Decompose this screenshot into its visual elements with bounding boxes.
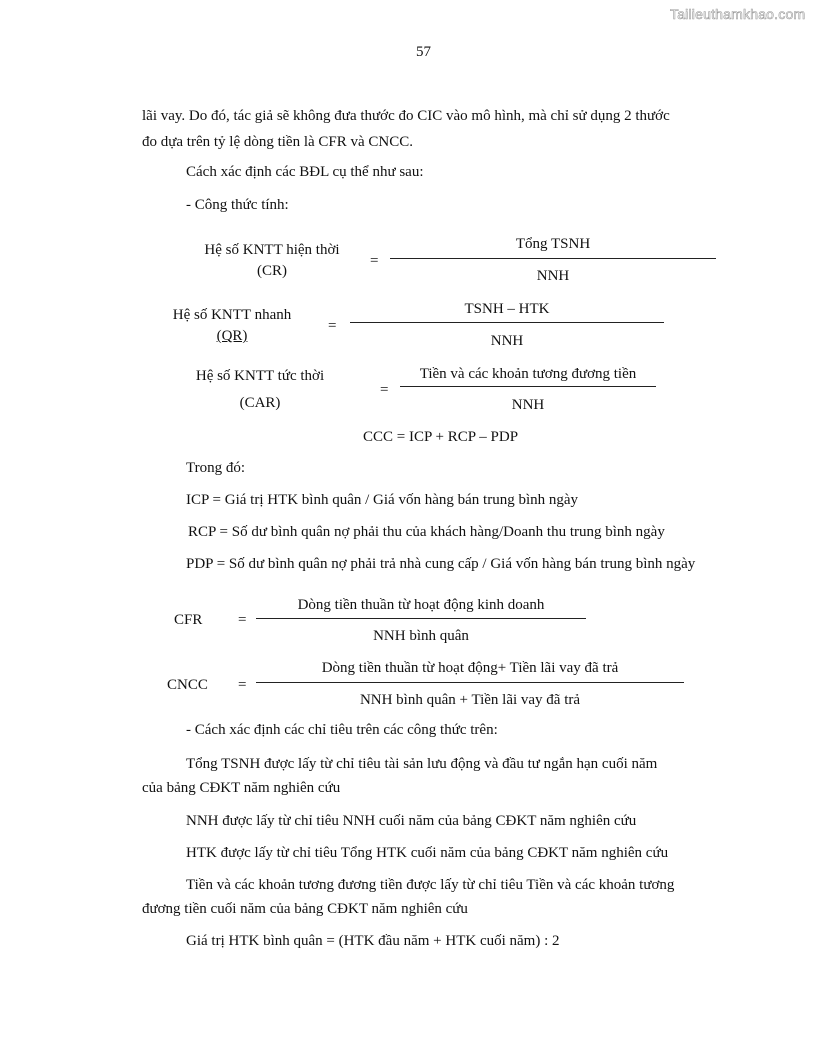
car-numerator: Tiền và các khoản tương đương tiền [419,366,637,382]
method-intro: Cách xác định các BĐL cụ thể như sau: [186,164,424,180]
cfr-equals: = [238,612,247,628]
cr-equals: = [370,253,379,269]
cr-denominator: NNH [536,268,570,284]
tsnh-line-2: của bảng CĐKT năm nghiên cứu [142,780,341,796]
car-equals: = [380,382,389,398]
qr-fraction-bar [350,322,664,323]
car-abbrev: (CAR) [239,395,281,411]
where-label: Trong đó: [186,460,246,476]
cr-numerator: Tổng TSNH [515,236,591,252]
car-label: Hệ số KNTT tức thời [195,368,325,384]
cncc-fraction-bar [256,682,684,683]
cncc-numerator: Dòng tiền thuần từ hoạt động+ Tiền lãi vay đã trả [321,660,619,676]
cncc-denominator: NNH bình quân + Tiền lãi vay đã trả [359,692,581,708]
cash-line-1: Tiền và các khoản tương đương tiền được lấy từ chỉ tiêu Tiền và các khoản tương [186,877,675,893]
qr-denominator: NNH [490,333,524,349]
page-number: 57 [416,44,431,60]
intro-line-2: đo dựa trên tỷ lệ dòng tiền là CFR và CNCC. [142,134,414,150]
cfr-denominator: NNH bình quân [373,628,469,644]
avg-htk-formula: Giá trị HTK bình quân = (HTK đầu năm + HTK cuối năm) : 2 [186,933,560,949]
cash-line-2: đương tiền cuối năm của bảng CĐKT năm nghiên cứu [142,901,468,917]
qr-numerator: TSNH – HTK [464,301,550,317]
qr-equals: = [328,318,337,334]
car-fraction-bar [400,386,656,387]
cncc-equals: = [238,677,247,693]
qr-label: Hệ số KNTT nhanh [172,307,292,323]
nnh-source: NNH được lấy từ chỉ tiêu NNH cuối năm của bảng CĐKT năm nghiên cứu [186,813,637,829]
cfr-label: CFR [174,612,203,628]
cfr-numerator: Dòng tiền thuần từ hoạt động kinh doanh [297,597,545,613]
tsnh-line-1: Tổng TSNH được lấy từ chỉ tiêu tài sản lưu động và đầu tư ngắn hạn cuối năm [186,756,658,772]
cfr-fraction-bar [256,618,586,619]
cncc-label: CNCC [167,677,208,693]
intro-line-1: lãi vay. Do đó, tác giả sẽ không đưa thước đo CIC vào mô hình, mà chỉ sử dụng 2 thước [142,108,670,124]
ccc-formula: CCC = ICP + RCP – PDP [363,429,519,445]
formula-heading: - Công thức tính: [186,197,289,213]
watermark-text: Tailieuthamkhao.com [670,6,806,22]
pdp-definition: PDP = Số dư bình quân nợ phải trả nhà cung cấp / Giá vốn hàng bán trung bình ngày [186,556,696,572]
icp-definition: ICP = Giá trị HTK bình quân / Giá vốn hàng bán trung bình ngày [186,492,579,508]
qr-abbrev: (QR) [216,328,248,344]
cr-abbrev: (CR) [257,263,287,279]
rcp-definition: RCP = Số dư bình quân nợ phải thu của khách hàng/Doanh thu trung bình ngày [188,524,665,540]
indicator-heading: - Cách xác định các chỉ tiêu trên các công thức trên: [186,722,498,738]
htk-source: HTK được lấy từ chỉ tiêu Tổng HTK cuối năm của bảng CĐKT năm nghiên cứu [186,845,669,861]
cr-label: Hệ số KNTT hiện thời [204,242,340,258]
cr-fraction-bar [390,258,716,259]
car-denominator: NNH [511,397,545,413]
